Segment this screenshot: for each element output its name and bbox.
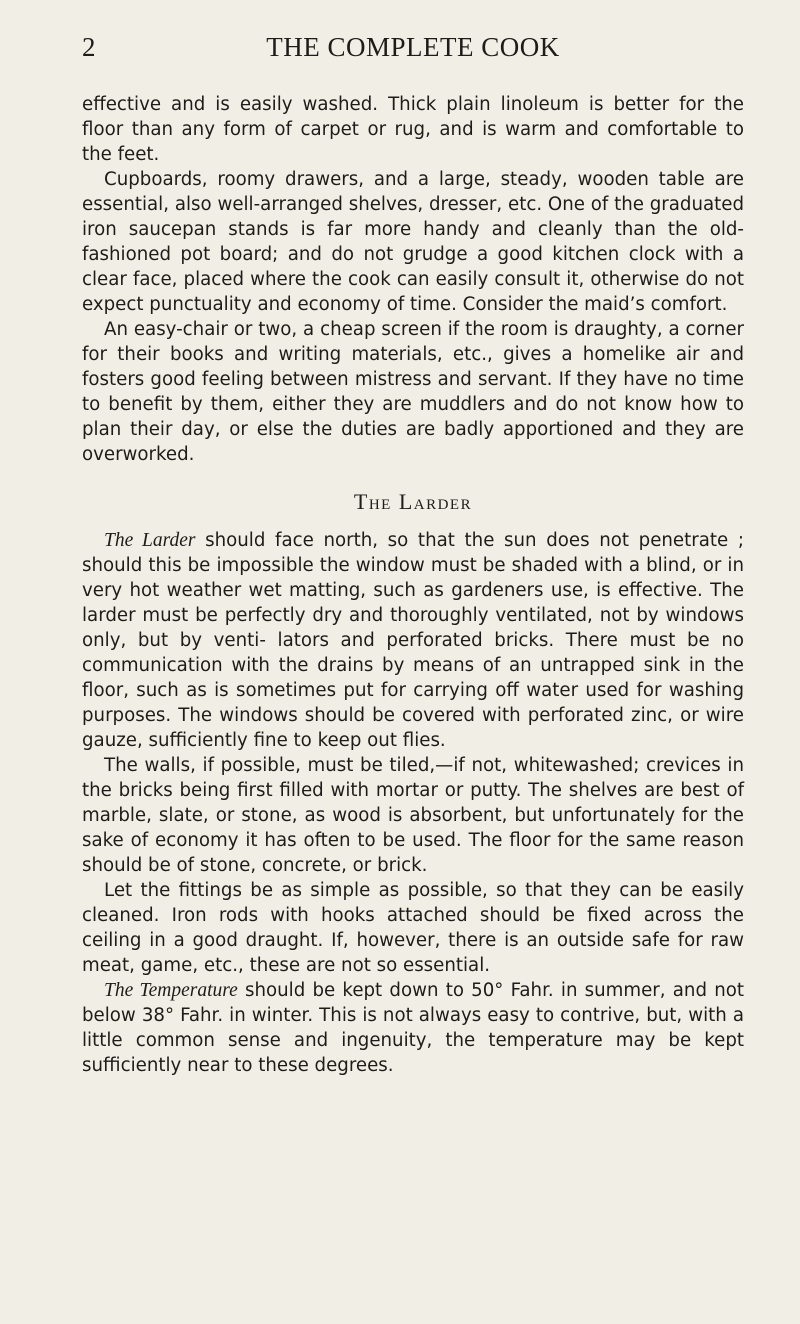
running-head xyxy=(82,30,744,70)
paragraph-larder xyxy=(82,528,744,753)
italic-lead-larder: The Larder xyxy=(104,530,196,551)
book-page xyxy=(82,30,744,1078)
paragraph-larder-text: should face north, so that the sun does not penetrate ; should this be impossible the window must be shaded with a blind, or in very hot weather wet matting, such as gardeners use, is effective. The larder must be perfectly dry and thoroughly ventilated, not by windows only, but by venti- lators and perforated bricks. There must be no communication with the drains by means of an untrapped sink in the floor, such as is sometimes put for carrying off water used for washing purposes. The windows should be covered with perforated zinc, or wire gauze, sufficiently fine to keep out flies. xyxy=(82,530,744,751)
page-title: THE COMPLETE COOK xyxy=(266,32,560,62)
paragraph-continued: effective and is easily washed. Thick plain linoleum is better for the floor than any form of carpet or rug, and is warm and comfortable to the feet. xyxy=(82,94,744,165)
italic-lead-temperature: The Temperature xyxy=(104,980,238,1001)
paragraph-walls: The walls, if possible, must be tiled,—if not, whitewashed; crevices in the bricks being first filled with mortar or putty. The shelves are best of marble, slate, or stone, as wood is absorbent, but unfortunately for the sake of economy it has often to be used. The floor for the same reason should be of stone, concrete, or brick. xyxy=(82,755,744,876)
paragraph-easy-chair: An easy-chair or two, a cheap screen if the room is draughty, a corner for their books and writing materials, etc., gives a homelike air and fosters good feeling between mistress and servant. If they have no time to benefit by them, either they are muddlers and do not know how to plan their day, or else the duties are badly apportioned and they are overworked. xyxy=(82,319,744,465)
section-heading-larder: The Larder xyxy=(353,489,473,514)
paragraph-temperature xyxy=(82,978,744,1078)
paragraph-fittings: Let the fittings be as simple as possible, so that they can be easily cleaned. Iron rods with hooks attached should be fixed across the ceiling in a good draught. If, however, there is an outside safe for raw meat, game, etc., these are not so essential. xyxy=(82,880,744,976)
body-text xyxy=(82,92,744,1078)
paragraph-temperature-text: should be kept down to 50° Fahr. in summer, and not below 38° Fahr. in winter. This is not always easy to contrive, but, with a little common sense and ingenuity, the temperature may be kept sufficiently near to these degrees. xyxy=(82,980,745,1076)
page-number: 2 xyxy=(82,32,96,62)
paragraph-cupboards: Cupboards, roomy drawers, and a large, steady, wooden table are essential, also well-arranged shelves, dresser, etc. One of the graduated iron saucepan stands is far more handy and cleanly than the old-fashioned pot board; and do not grudge a good kitchen clock with a clear face, placed where the cook can easily consult it, otherwise do not expect punctuality and economy of time. Consider the maid’s comfort. xyxy=(82,169,744,315)
